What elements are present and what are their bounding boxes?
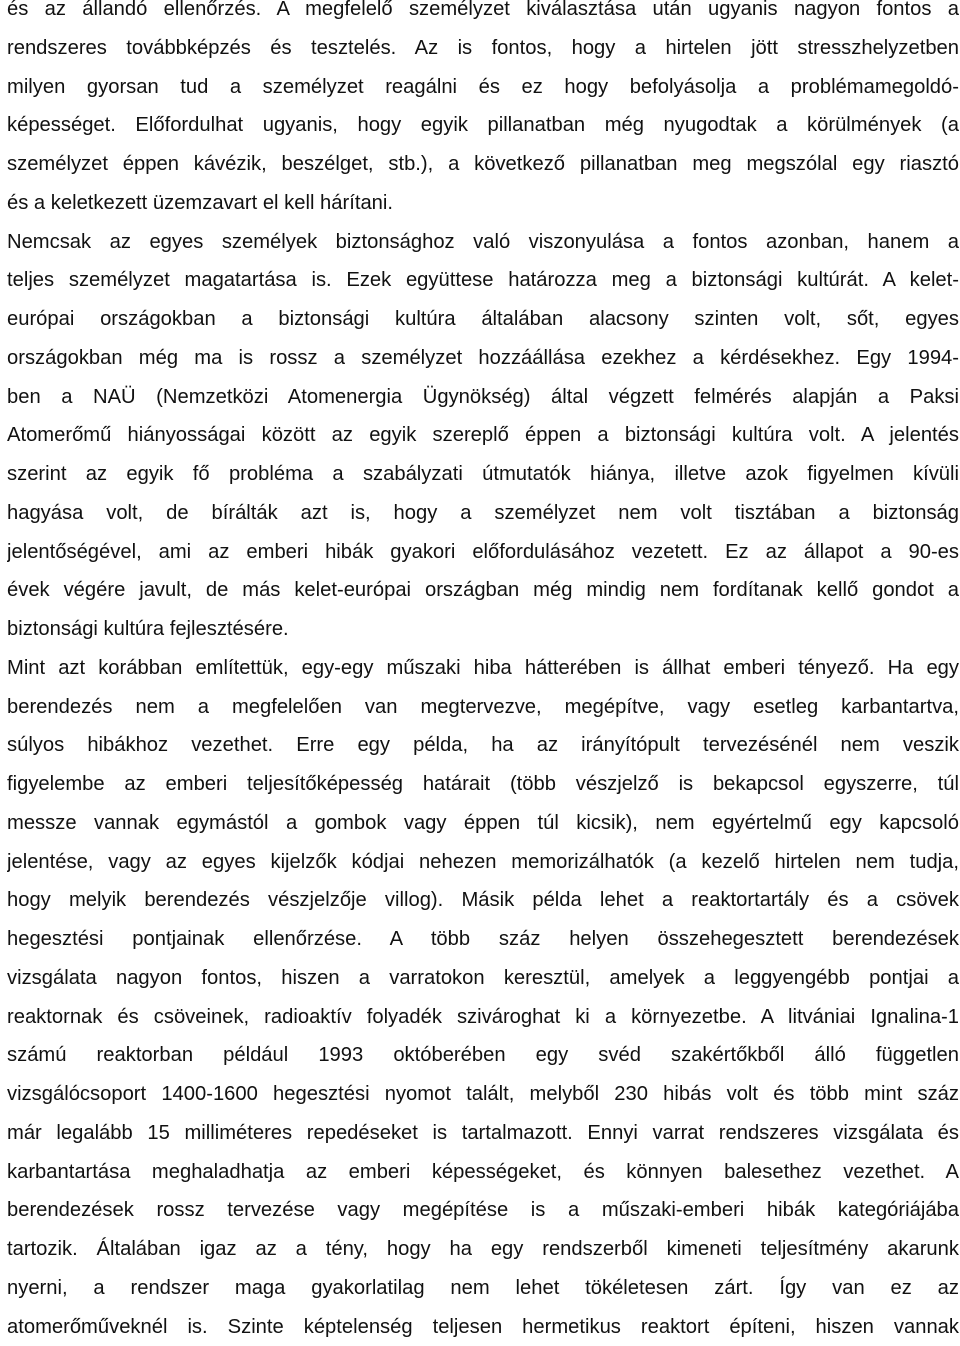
text-line: európai országokban a biztonsági kultúra általában alacsony szinten volt, sőt, egyes: [7, 300, 959, 339]
text-line: országokban még ma is rossz a személyzet hozzáállása ezekhez a kérdésekhez. Egy 1994-: [7, 339, 959, 378]
text-line: vizsgálata nagyon fontos, hiszen a varratokon keresztül, amelyek a leggyengébb pontjai a: [7, 959, 959, 998]
text-line: berendezések rossz tervezése vagy megépítése is a műszaki-emberi hibák kategóriájába: [7, 1191, 959, 1230]
text-line: már legalább 15 milliméteres repedéseket is tartalmazott. Ennyi varrat rendszeres vizsgálata és: [7, 1114, 959, 1153]
text-line: súlyos hibákhoz vezethet. Erre egy példa, ha az irányítópult tervezésénél nem veszik: [7, 726, 959, 765]
text-line: évek végére javult, de más kelet-európai országban még mindig nem fordítanak kellő gondot a: [7, 571, 959, 610]
text-line: figyelembe az emberi teljesítőképesség határait (több vészjelző is bekapcsol egyszerre, túl: [7, 765, 959, 804]
text-line: Atomerőmű hiányosságai között az egyik szereplő éppen a biztonsági kultúra volt. A jelentés: [7, 416, 959, 455]
text-line: rendszeres továbbképzés és tesztelés. Az is fontos, hogy a hirtelen jött stresszhelyzetben: [7, 29, 959, 68]
text-line: képességet. Előfordulhat ugyanis, hogy egyik pillanatban még nyugodtak a körülmények (a: [7, 106, 959, 145]
text-line: biztonsági kultúra fejlesztésére.: [7, 610, 959, 649]
text-line: nyerni, a rendszer maga gyakorlatilag nem lehet tökéletesen zárt. Így van ez az: [7, 1269, 959, 1308]
text-line: szerint az egyik fő probléma a szabályzati útmutatók hiánya, illetve azok figyelmen kívüli: [7, 455, 959, 494]
text-line: számú reaktorban például 1993 októberében egy svéd szakértőkből álló független: [7, 1036, 959, 1075]
text-line: Mint azt korábban említettük, egy-egy műszaki hiba hátterében is állhat emberi tényező. Ha egy: [7, 649, 959, 688]
text-line: atomerőműveknél is. Szinte képtelenség teljesen hermetikus reaktort építeni, hiszen vannak: [7, 1308, 959, 1346]
text-line: teljes személyzet magatartása is. Ezek együttese határozza meg a biztonsági kultúrát. A kelet-: [7, 261, 959, 300]
text-line: berendezés nem a megfelelően van megtervezve, megépítve, vagy esetleg karbantartva,: [7, 688, 959, 727]
text-line: reaktornak és csöveinek, radioaktív folyadék szivároghat ki a környezetbe. A litvániai Ignalina-1: [7, 998, 959, 1037]
text-line: Nemcsak az egyes személyek biztonsághoz való viszonyulása a fontos azonban, hanem a: [7, 223, 959, 262]
text-line: jelentőségével, ami az emberi hibák gyakori előfordulásához vezetett. Ez az állapot a 90-es: [7, 533, 959, 572]
document-page: [7, 0, 959, 1346]
text-line: tartozik. Általában igaz az a tény, hogy ha egy rendszerből kimeneti teljesítmény akarunk: [7, 1230, 959, 1269]
text-line: messze vannak egymástól a gombok vagy éppen túl kicsik), nem egyértelmű egy kapcsoló: [7, 804, 959, 843]
text-line: vizsgálócsoport 1400-1600 hegesztési nyomot talált, melyből 230 hibás volt és több mint száz: [7, 1075, 959, 1114]
text-line: hogy melyik berendezés vészjelzője villog). Másik példa lehet a reaktortartály és a csövek: [7, 881, 959, 920]
text-line: hegesztési pontjainak ellenőrzése. A több száz helyen összehegesztett berendezések: [7, 920, 959, 959]
text-line: és a keletkezett üzemzavart el kell hárítani.: [7, 184, 959, 223]
text-line: milyen gyorsan tud a személyzet reagálni és ez hogy befolyásolja a problémamegoldó-: [7, 68, 959, 107]
text-line: személyzet éppen kávézik, beszélget, stb.), a következő pillanatban meg megszólal egy riasztó: [7, 145, 959, 184]
text-line: hagyása volt, de bírálták azt is, hogy a személyzet nem volt tisztában a biztonság: [7, 494, 959, 533]
text-line: jelentése, vagy az egyes kijelzők kódjai nehezen memorizálhatók (a kezelő hirtelen nem tudja,: [7, 843, 959, 882]
text-line: karbantartása meghaladhatja az emberi képességeket, és könnyen balesethez vezethet. A: [7, 1153, 959, 1192]
text-line: és az állandó ellenőrzés. A megfelelő személyzet kiválasztása után ugyanis nagyon fontos a: [7, 0, 959, 29]
text-line: ben a NAÜ (Nemzetközi Atomenergia Ügynökség) által végzett felmérés alapján a Paksi: [7, 378, 959, 417]
